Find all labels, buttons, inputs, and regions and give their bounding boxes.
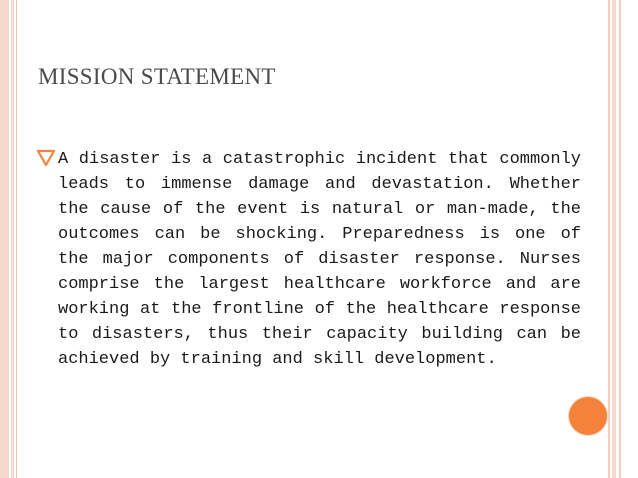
right-border-line-outer (619, 0, 621, 478)
right-border-line (608, 0, 610, 478)
hollow-arrow-bullet-icon (36, 149, 56, 167)
bullet-text: A disaster is a catastrophic incident that commonly leads to immense damage and devastation. Whether the cause of the event is natural or man-made, the outcomes can be shocking. Preparedness is one of the major components of disaster response. Nurses comprise the largest healthcare workforce and are working at the frontline of the healthcare response to disasters, thus their capacity building can be achieved by training and skill development. (58, 150, 581, 369)
left-border-strip-thin (11, 0, 14, 478)
orange-circle-decoration (569, 397, 607, 435)
right-border-strip (612, 0, 616, 478)
left-border-strip (0, 0, 9, 478)
slide-title: MISSION STATEMENT (38, 64, 276, 89)
left-border-line (16, 0, 17, 478)
